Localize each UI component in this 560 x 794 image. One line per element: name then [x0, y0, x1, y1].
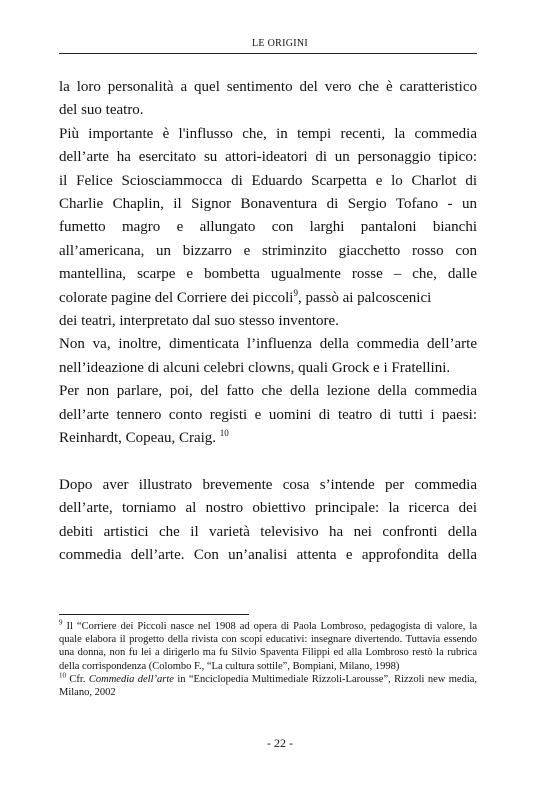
text-line-part: Reinhardt, Copeau, Craig.	[59, 430, 217, 447]
text-line: all’americana, un bizzarro e striminzito giacchetto rosso con	[59, 242, 477, 259]
text-line: nell’ideazione di alcuni celebri clowns, quali Grock e i Fratellini.	[59, 359, 451, 376]
text-line: Più importante è l'influsso che, in tempi recenti, la commedia	[59, 125, 477, 142]
text-line-part: , passò ai palcoscenici	[297, 289, 432, 306]
text-line: fumetto magro e allungato con larghi pantaloni bianchi	[59, 219, 477, 236]
footnote-text: in “Enciclopedia Multimediale Rizzoli-Larousse”, Rizzoli new media, Milano, 2002	[59, 673, 478, 699]
text-line: Per non parlare, poi, del fatto che della lezione della commedia	[59, 383, 477, 400]
footnote-number: 10	[59, 671, 66, 680]
paragraph	[59, 474, 477, 568]
footnote-rule	[59, 614, 249, 615]
text-line: debiti artistici che il varietà televisivo ha nei confronti della	[59, 523, 477, 540]
text-line: del suo teatro.	[59, 102, 144, 119]
paragraph	[59, 123, 477, 334]
footnote-italic-title: Commedia dell’arte	[88, 673, 174, 685]
body-text	[59, 76, 477, 568]
footnote-ref: 10	[219, 428, 229, 439]
footnote-text-prefix: Cfr.	[69, 673, 89, 685]
header-rule	[59, 53, 477, 54]
paragraph-gap	[59, 451, 477, 474]
text-line: Dopo aver illustrato brevemente cosa s’intende per commedia	[59, 476, 477, 493]
paragraph	[59, 380, 477, 450]
page-number: - 22 -	[267, 736, 293, 750]
text-line: mantellina, scarpe e bombetta ugualmente rosse – che, dalle	[59, 266, 477, 283]
paragraph	[59, 76, 477, 123]
text-line: il Felice Sciosciammocca di Eduardo Scarpetta e lo Charlot di	[59, 172, 477, 189]
text-line: dell’arte, torniamo al nostro obiettivo principale: la ricerca dei	[59, 500, 477, 517]
text-line: commedia dell’arte. Con un’analisi attenta e approfondita della	[59, 547, 477, 564]
text-line-part: colorate pagine del Corriere dei piccoli	[59, 289, 294, 306]
footnote-ref: 9	[293, 287, 298, 298]
footnotes	[59, 620, 477, 699]
text-line: Non va, inoltre, dimenticata l’influenza della commedia dell’arte	[59, 336, 477, 353]
footnote	[59, 620, 477, 673]
text-line	[59, 287, 477, 310]
text-line: Charlie Chaplin, il Signor Bonaventura di Sergio Tofano - un	[59, 196, 477, 213]
running-header: LE ORIGINI	[251, 38, 309, 49]
text-line: dell’arte tennero conto registi e uomini di teatro di tutti i paesi:	[59, 406, 477, 423]
footnote-text: Il “Corriere dei Piccoli nasce nel 1908 ad opera di Paola Lombroso, pedagogista di valore, la quale elabora il progetto della rivista con scopi educativi: insegnare divertendo. Tuttavia essendo una donna, non fu lei a dirigerlo ma fu Silvio Spaventa Filippi ed alla Lombroso restò la rubrica della corrispondenza (Colombo F., “La cultura sottile”, Bompiani, Milano, 1998)	[59, 621, 478, 672]
paragraph	[59, 333, 477, 380]
text-line: dei teatri, interpretato dal suo stesso inventore.	[59, 313, 339, 330]
text-line	[59, 427, 477, 450]
text-line: la loro personalità a quel sentimento del vero che è caratteristico	[59, 79, 477, 95]
footnote	[59, 673, 477, 699]
footnote-number: 9	[59, 618, 63, 627]
text-line: dell’arte ha esercitato su attori-ideatori di un personaggio tipico:	[59, 149, 477, 166]
